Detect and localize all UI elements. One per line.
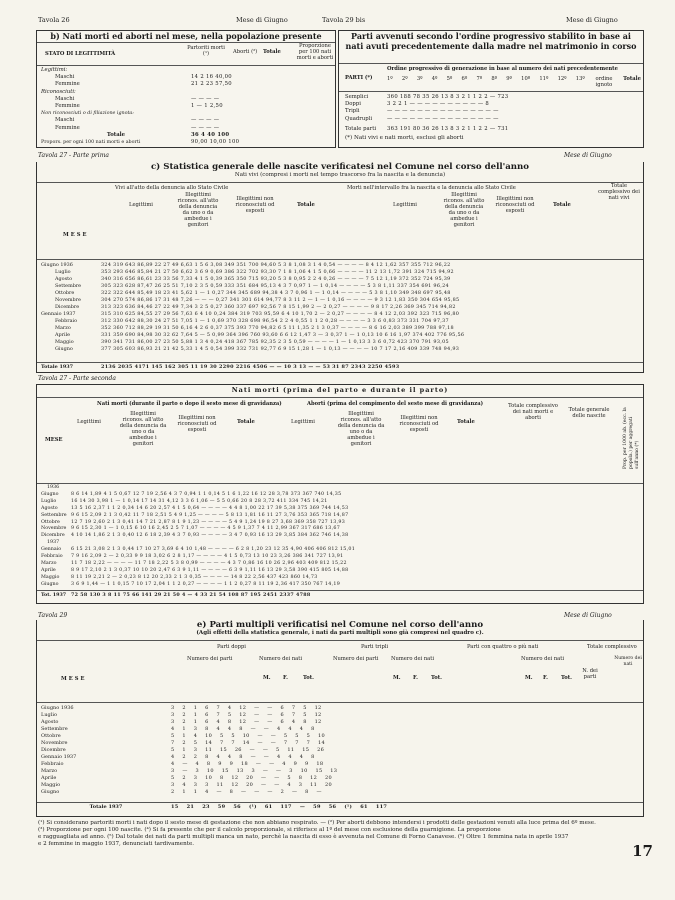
order-header: 11º: [539, 76, 549, 82]
footnote: (³) Proporzione per ogni 100 nascite. (⁴) Si fa presente che per il calcolo proporzionale, si riferisce al 1º del mese con esclusione della guarnigione. La proporzione: [38, 827, 501, 833]
footnotes: [38, 820, 638, 848]
grp-aborti: Aborti (prima del compimento del sesto mese di gravidanza): [307, 401, 484, 407]
h-tot: Tot.: [303, 675, 314, 681]
month-label: Aprile: [55, 332, 71, 338]
row-values: 5 1 4 10 5 5 10 — — 5 5 5 10: [171, 733, 326, 739]
section-29bis-title: Parti avvenuti secondo l'ordine progressivo stabilito in base ai nati avuti precedentemente dalla madre nel matrimonio in corso: [345, 31, 637, 51]
col-numero-nati-tot: Numero dei nati: [614, 656, 642, 667]
month-label: Ottobre: [55, 290, 75, 296]
col-numero-parti: Numero dei parti: [187, 656, 233, 662]
sub-illeg-ric-27b2: Illegittimi riconos. all'atto della denuncia da uno o da ambedue i genitori: [337, 411, 385, 447]
row-values: 3 2 2 1 — — — — — — — — — — 8: [387, 101, 490, 108]
section-e-rows: [41, 705, 643, 796]
order-header: 3º: [416, 76, 423, 82]
row-label: Maschi: [55, 74, 75, 81]
month-label: Maggio: [41, 782, 61, 788]
section-c-title: c) Statistica generale delle nascite verificatesi nel Comune nel corso dell'anno: [150, 162, 530, 172]
row-values: 36 4 40 100: [191, 131, 230, 138]
section-29bis-rows: [345, 94, 641, 133]
total-values: 15 21 23 59 56 (¹) 61 117 — 59 56 (¹) 61 117: [171, 804, 388, 810]
order-header: 13º: [575, 76, 585, 82]
section-c-month: Mese di Giugno: [564, 152, 612, 159]
row-label: Legittimi:: [41, 67, 68, 73]
h-f-tripli: F.: [413, 675, 418, 681]
tavola-29-label: Tavola 29: [38, 612, 68, 619]
sub-totale-27b: Totale: [237, 419, 255, 425]
section-e-table: [36, 620, 644, 817]
sub-totale-2: Totale: [553, 202, 571, 208]
row-values: 1 — 1 2,50: [191, 103, 223, 110]
section-e-month: Mese di Giugno: [564, 612, 612, 619]
grp-totale-complessivo: Totale complessivo: [587, 644, 637, 650]
month-label: 1936: [47, 485, 60, 490]
grp-proporzione: Prop. per 1000 ab. (ecc. la popola.) per aggregati sull'anno (*): [623, 407, 640, 469]
order-header: 6º: [461, 76, 468, 82]
col-n-parti: N. dei parti: [582, 668, 598, 680]
footnote: e 2 femmine in maggio 1937, denunciati tardivamente.: [38, 841, 195, 847]
row-values: 5 2 3 10 8 12 20 — — 5 8 12 20: [171, 775, 332, 781]
month-label: Giugno: [55, 346, 73, 352]
row-values: 312 330 642 88,30 24 27 51 7,05 1 — 1 0,69 370 328 698 96,54 2 2 4 0,55 1 1 2 0,28 — — — — 3 3 6 0,83 373 331 704 97,37: [101, 318, 449, 324]
row-values: 4 10 14 1,86 2 1 3 0,40 12 6 18 2,39 4 3 7 0,93 — — — — 3 4 7 0,93 16 13 29 3,85 384 362 746 14,38: [71, 533, 349, 539]
month-label: Gennaio 1937: [41, 754, 77, 760]
section-b-table: [36, 30, 336, 148]
col-numero-nati-quattro: Numero dei nati: [521, 656, 564, 662]
header-right-label: Mese di Giugno: [566, 16, 618, 24]
month-label: Dicembre: [41, 747, 66, 753]
month-label: Marzo: [41, 768, 58, 774]
grp-nati-morti: Nati morti (durante il parto o dopo il sesto mese di gravidanza): [97, 401, 282, 407]
h-tot-quattro: Tot.: [561, 675, 572, 681]
row-values: 2 1 1 4 — 8 — — — 2 — 8 —: [171, 789, 322, 795]
row-values: 8 11 19 2,21 2 — 2 0,23 8 12 20 2,33 2 1 3 0,35 — — — — 14 8 22 2,56 437 423 860 14,73: [71, 574, 318, 580]
row-values: 8 6 14 1,89 4 1 5 0,67 12 7 19 2,56 4 3 7 0,94 1 1 0,14 5 1 6 1,22 16 12 28 3,78 373 367 740 14,35: [71, 491, 342, 497]
col-numero-nati-tripli: Numero dei nati: [391, 656, 434, 662]
row-values: 7 2 5 14 7 7 14 — — 7 7 7 14: [171, 740, 326, 746]
sub-illeg-non-27b: Illegittimi non riconosciuti od esposti: [177, 415, 217, 433]
month-label: Ottobre: [41, 519, 60, 525]
month-label: Agosto: [41, 719, 59, 725]
sub-illeg-ric-2: Illegittimi riconos. all'atto della denuncia da uno o da ambedue i genitori: [443, 192, 485, 228]
row-label: Quadrupli: [345, 115, 373, 122]
section-c-subtitle: Nati vivi (compresi i morti nel tempo trascorso fra la nascita e la denuncia): [234, 172, 446, 178]
col-ordine: Ordine progressivo di generazione in base al numero dei nati precedentemente: [387, 66, 618, 72]
h-m-quattro: M.: [525, 675, 533, 681]
row-values: 304 270 574 86,86 17 31 48 7,26 — — — 0,27 341 301 614 94,77 8 3 11 2 — 1 — 1 0,16 — — — — 9 3 12 1,83 350 304 654 95,85: [101, 297, 460, 303]
order-header: 7º: [476, 76, 483, 82]
row-values: 14 2 16 40,00: [191, 74, 232, 81]
grp-doppi: Parti doppi: [217, 644, 246, 650]
month-label: Agosto: [41, 505, 58, 511]
row-values: 340 316 656 86,61 23 33 56 7,33 4 1 5 0,39 365 350 715 93,20 5 3 8 0,95 2 2 4 0,26 — — — — 7 5 12 1,19 372 352 724 95,39: [101, 276, 451, 282]
order-header: 2º: [401, 76, 408, 82]
row-values: 352 360 712 88,29 19 31 50 6,16 4 2 6 0,37 375 393 770 94,82 6 5 11 1,35 2 1 3 0,37 — — — — 8 6 16 2,03 389 399 788 97,18: [101, 325, 454, 331]
footnote: (¹) Si considerano partoriti morti i nati dopo il sesto mese di gestazione che non abbiano respirato. — (²) Per aborti debbono intendersi i prodotti delle gestazioni venuti alla luce prima del 6º mese.: [38, 820, 596, 826]
month-label: Settembre: [41, 512, 67, 518]
grp-totale-nascite: Totale generale delle nascite: [568, 407, 610, 419]
section-e-total: [41, 804, 643, 811]
row-label: Propors. per ogni 100 nati morti e aborti: [41, 140, 141, 146]
row-values: 21 2 23 57,50: [191, 81, 232, 88]
month-label: Settembre: [55, 283, 82, 289]
row-values: 5 1 3 11 15 26 — — 5 11 15 26: [171, 747, 325, 753]
row-values: 3 — 3 10 15 13 3 — — 3 10 15 13: [171, 768, 338, 774]
row-label: Femmine: [55, 124, 80, 131]
tavola-27b-label: Tavola 27 - Parte seconda: [38, 375, 116, 382]
row-label: Totale parti: [345, 125, 377, 132]
row-values: 315 310 625 84,55 27 29 56 7,63 6 4 10 0,24 384 319 703 95,59 6 4 10 1,70 2 — 2 0,27 — — — — 8 4 12 2,03 392 323 715 96,80: [101, 311, 460, 317]
sub-legittimi-27b: Legittimi: [77, 419, 101, 425]
month-label: Gennaio 1937: [41, 311, 76, 317]
col-partoriti: Partoriti morti (¹): [187, 45, 225, 57]
month-label: Giugno 1936: [41, 262, 73, 268]
row-values: 9 6 15 2,30 1 — 1 0,15 6 10 16 2,45 2 5 7 1,07 — — — — 4 5 9 1,37 7 4 11 2,99 367 317 686 13,67: [71, 526, 341, 532]
month-label: Febbraio: [41, 554, 63, 560]
section-b-title: b) Nati morti ed aborti nel mese, nella popolazione presente: [50, 31, 322, 41]
col-mese-27b: MESE: [45, 437, 63, 443]
section-c-total: [41, 364, 643, 371]
sub-totale-27b2: Totale: [457, 419, 475, 425]
month-label: Agosto: [55, 276, 73, 282]
grp-totale-morti: Totale complessivo dei nati morti e aborti: [508, 403, 558, 421]
grp-morti-intervallo: Morti nell'intervallo fra la nascita e la denuncia allo Stato Civile: [347, 185, 516, 191]
month-label: Novembre: [55, 297, 81, 303]
section-e-title: e) Parti multipli verificatisi nel Comune nel corso dell'anno: [196, 620, 484, 630]
month-label: Febbraio: [41, 761, 64, 767]
section-c-rows: [41, 262, 643, 353]
row-values: 305 323 628 87,47 26 25 51 7,10 2 3 5 0,59 333 351 684 95,13 4 3 7 0,97 1 — 1 0,14 — — — — 5 3 8 1,11 337 354 691 96,24: [101, 283, 449, 289]
h-m: M.: [263, 675, 271, 681]
row-label: Femmine: [55, 81, 80, 88]
month-label: Giugno: [41, 491, 59, 497]
month-label: Novembre: [41, 526, 67, 532]
row-values: 3 2 1 6 4 8 12 — — 6 4 8 12: [171, 719, 322, 725]
month-label: Giugno: [41, 581, 59, 587]
row-values: 4 1 3 8 4 4 8 — — 4 4 4 8: [171, 726, 315, 732]
col-numero-parti-tripli: Numero dei parti: [333, 656, 379, 662]
row-values: 3 2 1 6 7 5 12 — — 6 7 5 12: [171, 712, 322, 718]
total-label: Totale 1937: [89, 804, 123, 810]
row-label: Maschi: [55, 95, 75, 102]
col-totale: Totale: [263, 49, 281, 55]
total-label: Tot. 1937: [41, 592, 67, 598]
sub-legittimi-2: Legittimi: [393, 202, 417, 208]
row-values: 9 6 15 2,09 2 1 3 0,42 11 7 18 2,51 5 4 9 1,25 — — — — 5 8 13 1,81 16 11 27 3,76 353 365 718 14,87: [71, 512, 349, 518]
month-label: Febbraio: [55, 318, 78, 324]
row-label: Femmine: [55, 103, 80, 110]
sub-illeg-ric-27b: Illegittimi riconos. all'atto della denuncia da uno o da ambedue i genitori: [119, 411, 167, 447]
col-mese: MESE: [63, 232, 89, 238]
month-label: Luglio: [55, 269, 71, 275]
row-values: 331 359 690 84,98 30 32 62 7,64 5 — 5 0,99 364 396 760 93,60 6 6 12 1,47 3 — 3 0,37 1 — 1 0,13 10 6 16 1,97 374 402 776 95,56: [101, 332, 465, 338]
order-header: Totale: [623, 76, 641, 82]
grp-totale-vivi: Totale complessivo dei nati vivi: [598, 183, 640, 201]
total-values: 72 58 130 3 8 11 75 66 141 29 21 50 4 — 4 33 21 54 108 87 195 2451 2337 4788: [71, 592, 311, 598]
sub-legittimi-27b2: Legittimi: [291, 419, 315, 425]
row-values: 4 2 2 8 4 4 8 — — 4 4 4 8: [171, 754, 315, 760]
header-center-right: Tavola 29 bis: [322, 16, 366, 24]
col-stato: STATO DI LEGITTIMITÀ: [45, 51, 116, 57]
row-values: 324 319 643 86,89 22 27 49 6,63 1 5 6 3,08 349 351 700 94,60 5 3 8 1,08 3 1 4 0,54 — — — — 8 4 12 1,62 357 355 712 96,22: [101, 262, 451, 268]
month-label: Gennaio: [41, 547, 62, 553]
row-values: — — — —: [191, 124, 220, 131]
section-27b-table: [36, 384, 644, 604]
row-values: 3 2 1 6 7 4 12 — — 6 7 5 12: [171, 705, 322, 711]
header-center-left: Mese di Giugno: [236, 16, 288, 24]
section-29bis-footnote: (*) Nati vivi e nati morti, esclusi gli aborti: [345, 135, 464, 141]
order-header: 5º: [446, 76, 453, 82]
row-values: 8 9 17 2,10 2 1 3 0,37 10 10 20 2,47 6 3 9 1,11 — — — — 6 3 9 1,11 16 13 29 3,58 390 415 805 14,88: [71, 567, 349, 573]
footnote: e ragguagliata ad anno. (⁵) Dal totale dei nati da parti multipli manca un nato, perchè la nascita di esso è avvenuta nel Comune di Forno Canavese. (⁶) Oltre 1 femmina nata in aprile 1937: [38, 834, 569, 840]
col-mese-e: MESE: [61, 676, 87, 682]
month-label: Settembre: [41, 726, 68, 732]
row-label: Riconosciuti:: [41, 88, 76, 95]
col-numero-nati: Numero dei nati: [259, 656, 302, 662]
row-label: Non riconosciuti o di filiazione ignota:: [41, 111, 134, 117]
sub-totale: Totale: [297, 202, 315, 208]
row-values: 3 4 3 3 11 12 20 — — 4 3 11 20: [171, 782, 332, 788]
row-values: 7 9 16 2,09 2 — 2 0,33 9 9 18 3,02 6 2 8 1,17 — — — — 4 1 5 0,73 13 10 23 3,26 386 341 727 13,91: [71, 554, 344, 560]
month-label: Dicembre: [55, 304, 80, 310]
row-values: 390 341 731 86,00 27 23 50 5,88 1 3 4 0,24 418 367 785 92,35 2 3 5 0,59 — — — — 1 — 1 0,13 3 3 6 0,72 423 370 791 93,05: [101, 339, 449, 345]
sub-illeg-non-2: Illegittimi non riconosciuti od esposti: [495, 196, 535, 214]
h-tot-tripli: Tot.: [431, 675, 442, 681]
total-values: 2136 2035 4171 145 162 305 11 19 30 2290 2216 4506 — — 10 3 13 — — 53 31 87 2343 2250 4593: [101, 364, 400, 370]
grp-vivi: Vivi all'atto della denuncia allo Stato Civile: [115, 185, 229, 191]
page-number: 17: [632, 842, 653, 860]
row-values: 322 322 644 85,49 18 23 41 5,62 1 — 1 0,27 344 345 689 94,38 4 3 7 0,96 1 — 1 0,14 — — — — 5 3 8 1,10 349 348 697 95,48: [101, 290, 451, 296]
order-header: 10º: [521, 76, 531, 82]
row-label: Doppi: [345, 101, 361, 108]
h-f: F.: [283, 675, 288, 681]
month-label: Novembre: [41, 740, 68, 746]
row-values: 6 15 21 3,08 2 1 3 0,44 17 10 27 3,69 6 4 10 1,48 — — — — 6 2 8 1,20 23 12 35 4,90 406 406 812 15,01: [71, 547, 356, 553]
order-header: 12º: [557, 76, 567, 82]
section-e-subtitle: (Agli effetti della statistica generale, i nati da parti multipli sono già compresi nel quadro c).: [196, 630, 484, 636]
order-headers: [387, 76, 641, 88]
section-27b-title: Nati morti (prima del parto e durante il parto): [231, 386, 449, 394]
order-header: 8º: [491, 76, 498, 82]
month-label: Luglio: [41, 498, 57, 504]
order-header: 1º: [387, 76, 393, 82]
h-m-tripli: M.: [393, 675, 401, 681]
row-label: Totale: [106, 131, 126, 138]
month-label: Aprile: [41, 775, 57, 781]
section-c-table: [36, 162, 644, 373]
row-values: 11 7 18 2,22 — — — — 11 7 18 2,22 5 3 8 0,99 — — — — 4 3 7 0,86 16 10 26 2,96 403 409 812 15,22: [71, 560, 347, 566]
sub-illeg-non-27b2: Illegittimi non riconosciuti od esposti: [399, 415, 439, 433]
col-parti: PARTI (*): [345, 75, 373, 81]
h-f-quattro: F.: [543, 675, 548, 681]
month-label: 1937: [47, 540, 60, 546]
section-27b-total: [41, 592, 643, 599]
order-header: ordine ignoto: [595, 76, 613, 88]
month-label: Aprile: [41, 567, 56, 573]
grp-quattro: Parti con quattro o più nati: [467, 644, 539, 650]
row-values: 90,00 10,00 100: [191, 139, 240, 146]
month-label: Giugno: [41, 789, 60, 795]
row-values: 3 6 9 1,44 — 1 1 0,15 7 10 17 2,04 1 1 2 0,27 — — — — 1 1 2 0,27 8 11 19 2,36 417 350 767 14,19: [71, 581, 341, 587]
section-b-rows: [41, 67, 333, 146]
row-values: — — — — — — — — — — — — — — —: [387, 108, 499, 115]
row-values: 16 14 30 3,98 1 — 1 0,14 17 14 31 4,12 3 3 6 1,06 — 5 5 0,66 20 8 28 3,72 411 334 745 14,21: [71, 498, 328, 504]
sub-legittimi: Legittimi: [129, 202, 153, 208]
order-header: 4º: [431, 76, 438, 82]
col-aborti: Aborti (²): [233, 49, 258, 55]
row-values: 13 5 16 2,37 1 1 2 0,34 14 6 20 2,57 4 1 5 0,64 — — — — 4 4 8 1,00 22 17 39 5,38 375 369 744 14,53: [71, 505, 349, 511]
row-values: — — — — — — — — — — — — — — —: [387, 115, 499, 122]
row-values: 353 293 646 85,84 21 27 50 6,62 3 6 9 0,69 386 322 702 93,30 7 1 8 1,06 4 1 5 0,66 — — — — 11 2 13 1,72 391 324 715 94,92: [101, 269, 454, 275]
row-values: 360 188 78 35 26 13 8 3 2 1 1 2 2 — 723: [387, 94, 509, 100]
row-values: 12 7 19 2,60 2 1 3 0,41 14 7 21 2,87 8 1 9 1,23 — — — — 5 4 9 1,24 19 8 27 3,68 369 358 727 13,93: [71, 519, 346, 525]
header-left-label: Tavola 26: [38, 16, 70, 24]
month-label: Maggio: [41, 574, 60, 580]
row-label: Semplici: [345, 94, 369, 100]
month-label: Marzo: [55, 325, 71, 331]
row-values: 377 305 603 86,93 21 21 42 5,33 1 4 5 0,54 399 332 731 92,77 6 9 15 1,28 1 — 1 0,13 — — — — 10 7 17 2,16 409 339 748 94,93: [101, 346, 460, 352]
month-label: Ottobre: [41, 733, 61, 739]
order-header: 9º: [506, 76, 512, 82]
month-label: Luglio: [41, 712, 57, 718]
month-label: Dicembre: [41, 533, 65, 539]
col-proporzione: Proporzione per 100 nati morti e aborti: [296, 43, 334, 61]
row-values: 363 191 80 36 26 13 8 3 2 1 1 2 2 — 731: [387, 125, 509, 132]
month-label: Marzo: [41, 560, 57, 566]
row-values: — — — —: [191, 95, 220, 102]
tavola-27-label: Tavola 27 - Parte prima: [38, 152, 109, 159]
row-values: 313 323 636 84,46 27 22 49 7,34 3 2 5 0,27 360 337 697 92,56 7 8 15 1,99 2 — 2 0,27 — — — — 9 8 17 2,26 369 345 714 94,82: [101, 304, 456, 310]
total-label: Totale 1937: [41, 364, 74, 370]
row-label: Maschi: [55, 117, 75, 124]
grp-tripli: Parti tripli: [361, 644, 389, 650]
month-label: Giugno 1936: [41, 705, 74, 711]
month-label: Maggio: [55, 339, 74, 345]
section-27b-rows: [41, 485, 643, 589]
row-label: Tripli: [345, 108, 360, 115]
sub-illeg-non: Illegittimi non riconosciuti od esposti: [235, 196, 275, 214]
row-values: 4 — 4 8 9 9 18 — — 4 9 9 18: [171, 761, 324, 767]
sub-illeg-ric: Illegittimi riconos. all'atto della denuncia da uno o da ambedue i genitori: [177, 192, 219, 228]
row-values: — — — —: [191, 117, 220, 124]
section-29bis-table: [338, 30, 644, 148]
